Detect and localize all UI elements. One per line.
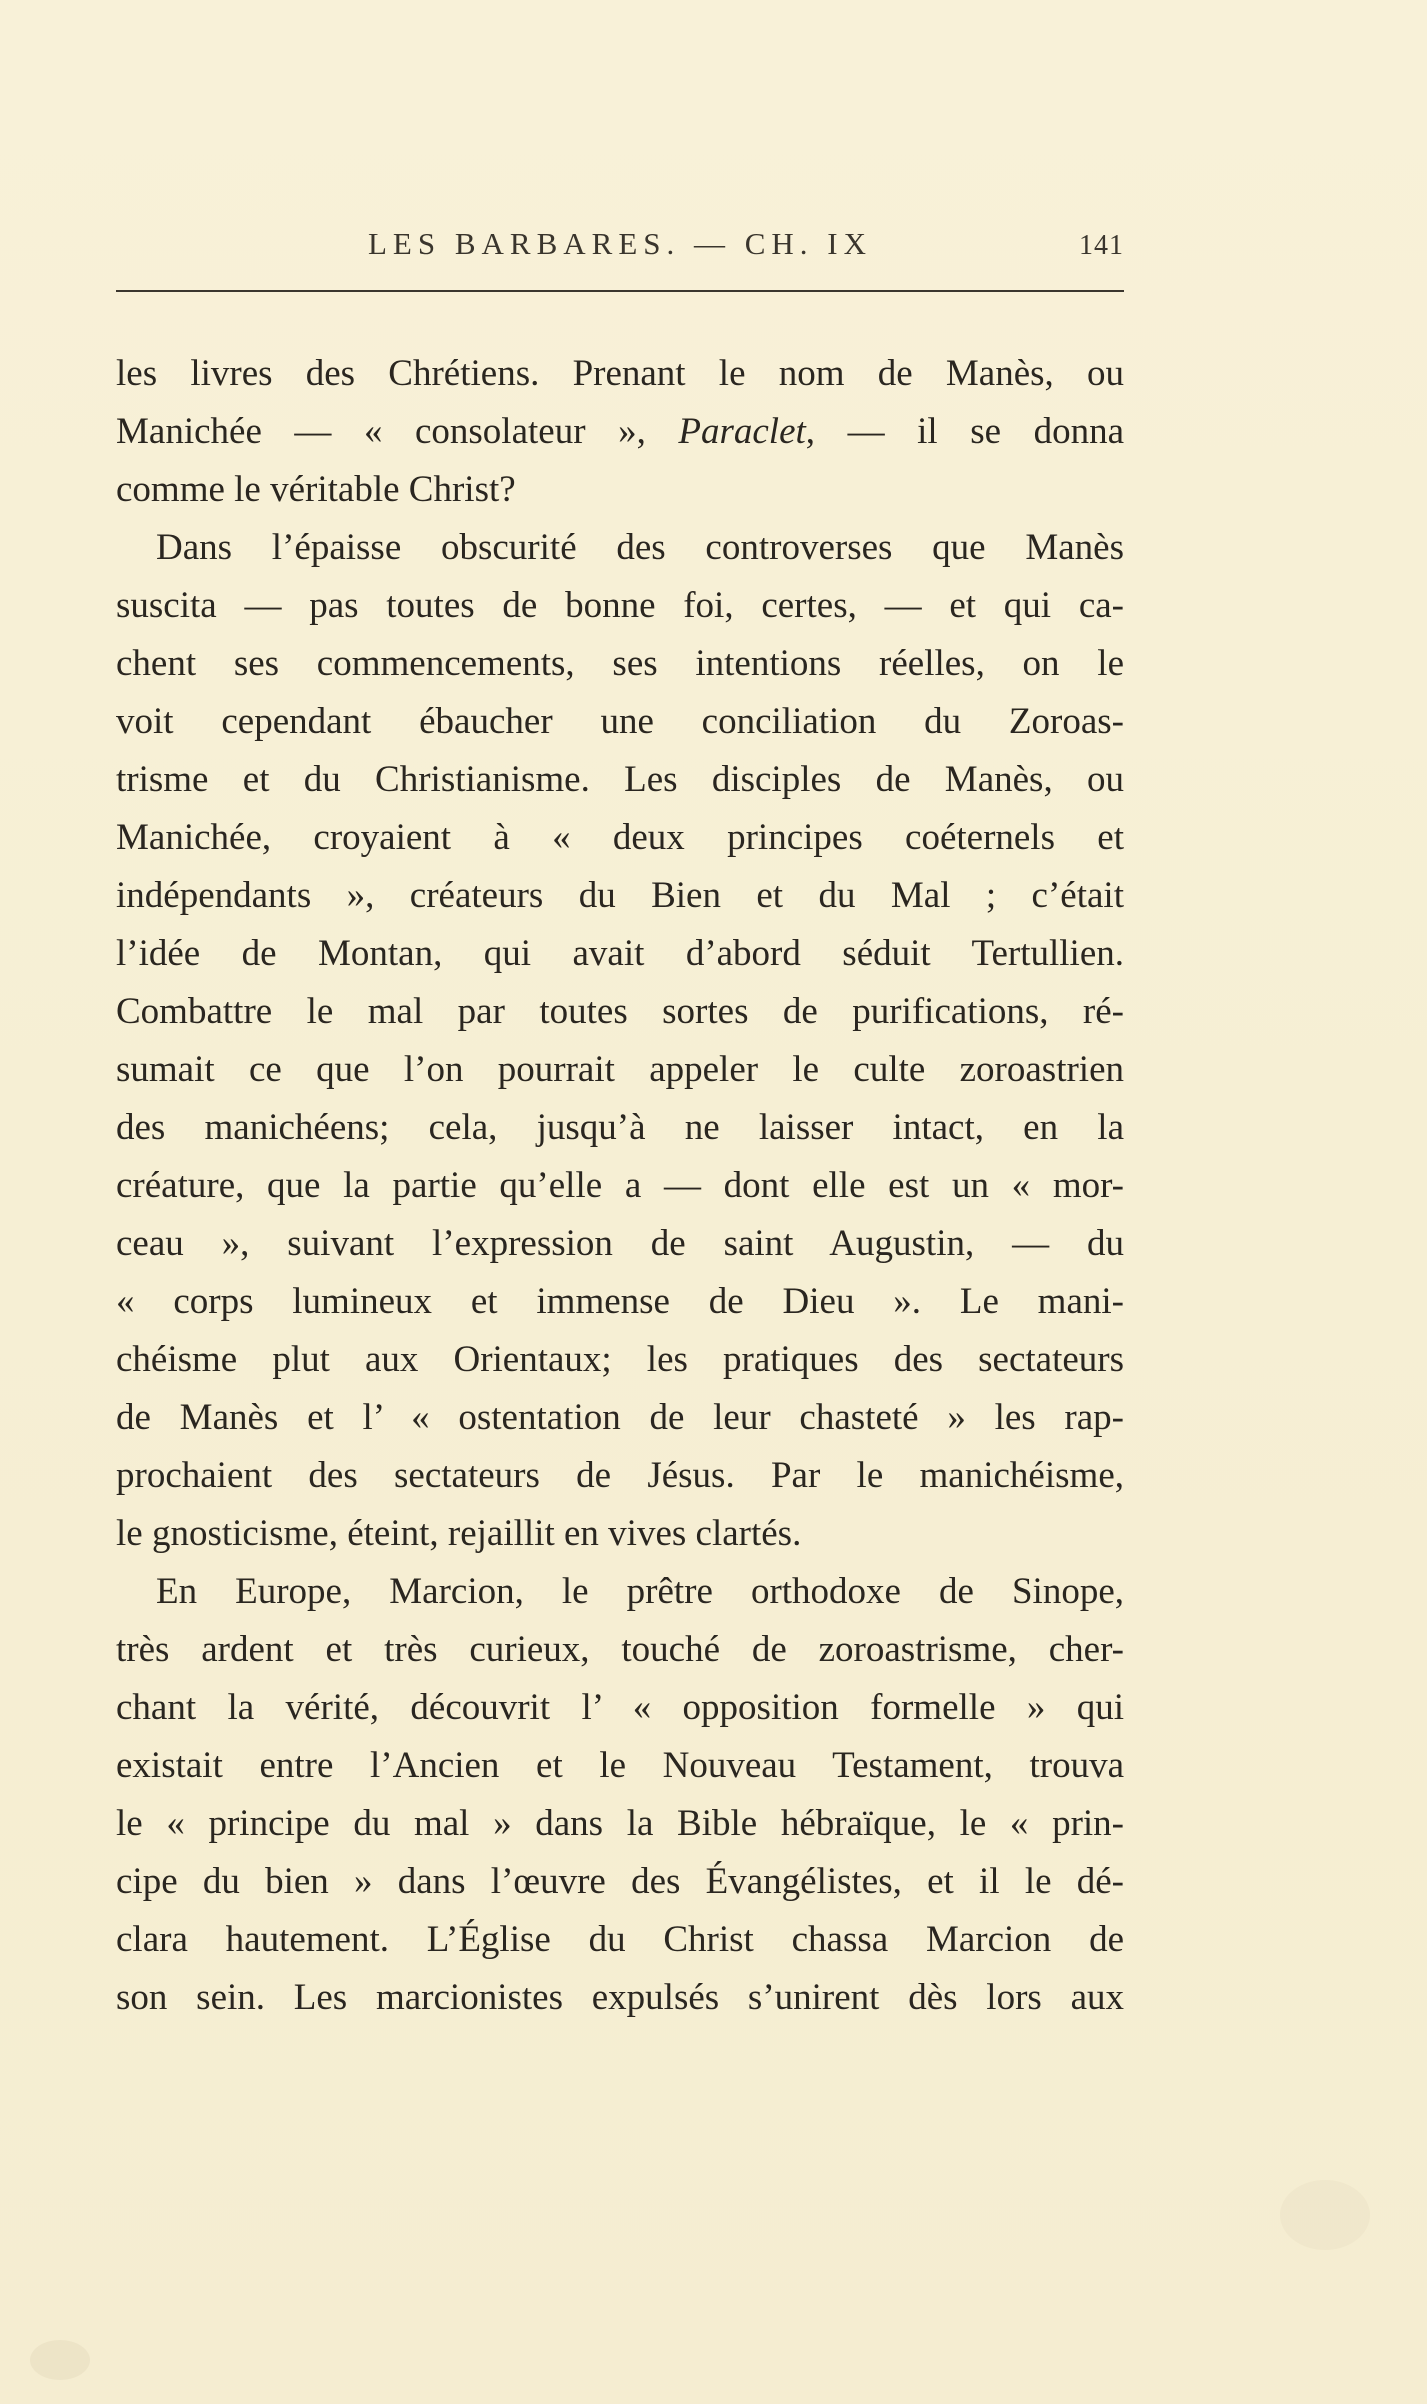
text-line: existait entre l’Ancien et le Nouveau Testament, trouva: [116, 1745, 1124, 1786]
text-line: cipe du bien » dans l’œuvre des Évangélistes, et il le dé-: [116, 1861, 1124, 1902]
text-line: « corps lumineux et immense de Dieu ». Le mani-: [116, 1281, 1124, 1322]
text-line: ceau », suivant l’expression de saint Augustin, — du: [116, 1223, 1124, 1264]
header-rule: [116, 290, 1124, 292]
text-line: Manichée — « consolateur », Paraclet, — il se donna: [116, 411, 1124, 452]
text-line: les livres des Chrétiens. Prenant le nom de Manès, ou: [116, 353, 1124, 394]
paper-stain: [1280, 2180, 1370, 2250]
text-line: de Manès et l’ « ostentation de leur chasteté » les rap-: [116, 1397, 1124, 1438]
text-line: clara hautement. L’Église du Christ chassa Marcion de: [116, 1919, 1124, 1960]
text-line: voit cependant ébaucher une conciliation du Zoroas-: [116, 701, 1124, 742]
body-text: [116, 345, 1124, 2027]
text-line: chéisme plut aux Orientaux; les pratiques des sectateurs: [116, 1339, 1124, 1380]
running-head-title: LES BARBARES. — CH. IX: [367, 226, 873, 261]
text-line: Dans l’épaisse obscurité des controverses que Manès: [156, 527, 1124, 568]
text-line: Combattre le mal par toutes sortes de purifications, ré-: [116, 991, 1124, 1032]
page-number: 141: [1079, 230, 1124, 261]
paper-stain: [30, 2340, 90, 2380]
text-line: prochaient des sectateurs de Jésus. Par le manichéisme,: [116, 1455, 1124, 1496]
text-line: sumait ce que l’on pourrait appeler le culte zoroastrien: [116, 1049, 1124, 1090]
text-line: le « principe du mal » dans la Bible hébraïque, le « prin-: [116, 1803, 1124, 1844]
text-line: indépendants », créateurs du Bien et du Mal ; c’était: [116, 875, 1124, 916]
text-line: le gnosticisme, éteint, rejaillit en vives clartés.: [116, 1513, 802, 1554]
text-line: créature, que la partie qu’elle a — dont elle est un « mor-: [116, 1165, 1124, 1206]
text-line: chant la vérité, découvrit l’ « opposition formelle » qui: [116, 1687, 1124, 1728]
text-line: En Europe, Marcion, le prêtre orthodoxe de Sinope,: [156, 1571, 1124, 1612]
paragraph: [116, 1563, 1124, 2027]
text-line: suscita — pas toutes de bonne foi, certes, — et qui ca-: [116, 585, 1124, 626]
text-line: des manichéens; cela, jusqu’à ne laisser intact, en la: [116, 1107, 1124, 1148]
paragraph: [116, 345, 1124, 519]
text-line: chent ses commencements, ses intentions réelles, on le: [116, 643, 1124, 684]
running-head: [116, 226, 1124, 266]
text-line: très ardent et très curieux, touché de zoroastrisme, cher-: [116, 1629, 1124, 1670]
text-line: l’idée de Montan, qui avait d’abord séduit Tertullien.: [116, 933, 1124, 974]
text-line: trisme et du Christianisme. Les disciples de Manès, ou: [116, 759, 1124, 800]
text-line: comme le véritable Christ?: [116, 469, 516, 510]
paragraph: [116, 519, 1124, 1563]
text-line: son sein. Les marcionistes expulsés s’unirent dès lors aux: [116, 1977, 1124, 2018]
text-line: Manichée, croyaient à « deux principes coéternels et: [116, 817, 1124, 858]
